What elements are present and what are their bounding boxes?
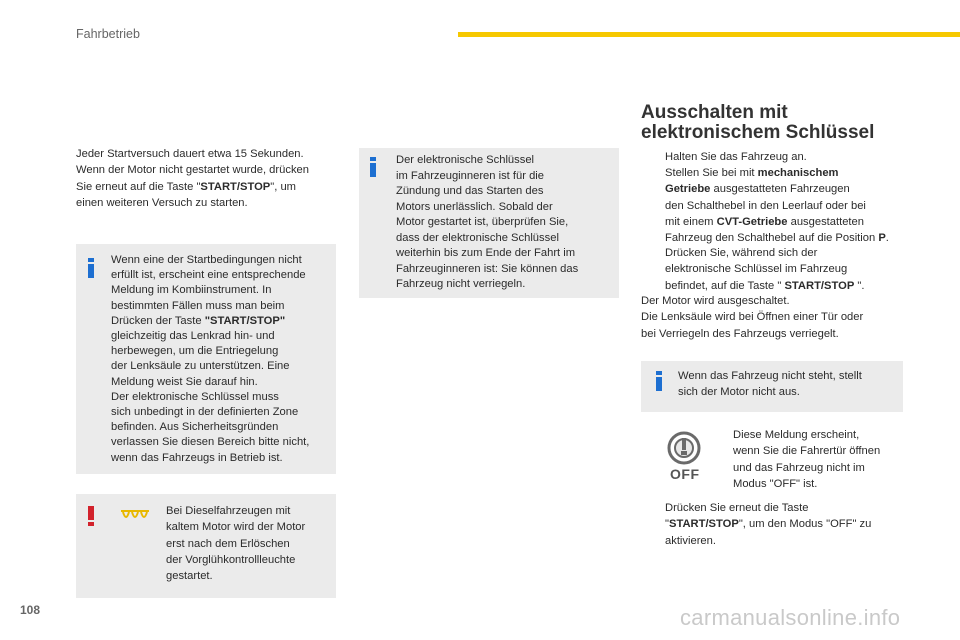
intro-paragraph (76, 146, 346, 211)
info-box-text: Wenn eine der Startbedingungen nicht erfüllt ist, erscheint eine entsprechende Meldung im Kombiinstrument. In bestimmten Fällen muss man beim Drücken der Taste "START/STOP" gleichzeitig das Lenkrad hin- und herbewegen, um die Entriegelung der Lenksäule zu unterstützen. Eine Meldung weist Sie darauf hin. Der elektronische Schlüssel muss sich unbedingt in der definierten Zone befinden. Aus Sicherheitsgründen verlassen Sie diesen Bereich bitte nicht, wenn das Fahrzeugs in Betrieb ist. (111, 254, 310, 464)
key-icon (663, 428, 705, 468)
step-list-item: Drücken Sie, während sich der elektronische Schlüssel im Fahrzeug befindet, auf die Taste " START/STOP ". (665, 247, 865, 292)
info-box-moving-vehicle (641, 361, 903, 412)
step-list-item: Halten Sie das Fahrzeug an. (665, 151, 807, 163)
intro-line: Wenn der Motor nicht gestartet wurde, drücken (76, 164, 309, 177)
start-stop-label: START/STOP (200, 180, 271, 193)
info-icon (88, 258, 94, 278)
off-label: OFF (670, 466, 700, 482)
result-paragraph: Der Motor wird ausgeschaltet. Die Lenksäule wird bei Öffnen einer Tür oder bei Verriegeln des Fahrzeugs verriegelt. (641, 295, 864, 340)
warning-icon (88, 506, 94, 526)
intro-line: Sie erneut auf die Taste "START/STOP", um (76, 180, 296, 193)
step-list-item: Stellen Sie bei mit mechanischem Getriebe ausgestatteten Fahrzeugen den Schalthebel in den Leerlauf oder bei mit einem CVT-Getriebe ausgestatteten Fahrzeug den Schalthebel auf die Position P. (665, 167, 889, 245)
header-accent-bar (458, 32, 960, 37)
section-heading: Ausschalten mit elektronischem Schlüssel (641, 102, 875, 143)
key-off-icon (663, 428, 705, 484)
warning-box-diesel (76, 494, 336, 598)
watermark: carmanualsonline.info (680, 605, 901, 630)
off-message: Diese Meldung erscheint, wenn Sie die Fahrertür öffnen und das Fahrzeug nicht im Modus "OFF" ist. (733, 429, 881, 490)
info-box-text: Der elektronische Schlüssel im Fahrzeuginneren ist für die Zündung und das Starten des Motors unerlässlich. Sobald der Motor gestartet ist, überprüfen Sie, dass der elektronische Schlüssel weiterhin bis zum Ende der Fahrt im Fahrzeuginneren ist: Sie können das Fahrzeug nicht verriegeln. (396, 154, 579, 290)
step-list-item: Drücken Sie erneut die Taste "START/STOP", um den Modus "OFF" zu aktivieren. (665, 502, 872, 547)
section-title: Fahrbetrieb (76, 27, 140, 41)
glow-plug-icon (120, 508, 150, 526)
intro-line: Jeder Startversuch dauert etwa 15 Sekunden. (76, 148, 304, 160)
page-number: 108 (20, 603, 41, 617)
info-icon (656, 371, 662, 391)
intro-line: einen weiteren Versuch zu starten. (76, 196, 248, 209)
info-icon (370, 157, 376, 177)
info-box-start-conditions (76, 244, 336, 474)
info-box-text: Wenn das Fahrzeug nicht steht, stellt sich der Motor nicht aus. (678, 370, 862, 399)
info-box-electronic-key (359, 148, 619, 298)
warning-box-text: Bei Dieselfahrzeugen mit kaltem Motor wird der Motor erst nach dem Erlöschen der Vorglühkontrollleuchte gestartet. (166, 505, 306, 583)
